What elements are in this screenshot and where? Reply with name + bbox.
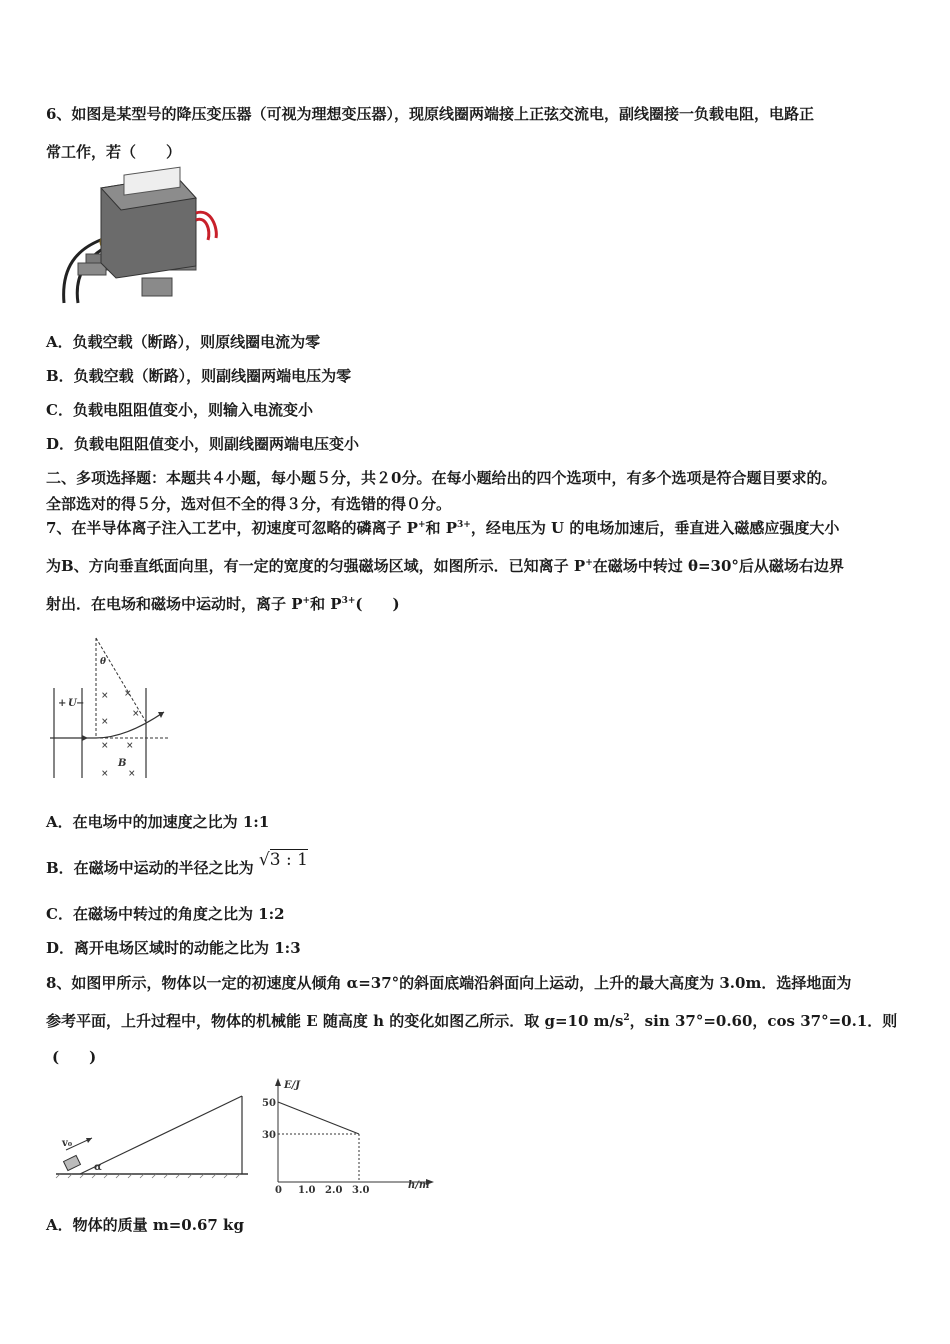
section2-line1: 二、多项选择题：本题共４小题，每小题５分，共２0分。在每小题给出的四个选项中，有多个选项是符合题目要求的。	[46, 469, 837, 487]
y-axis-label: E/J	[284, 1080, 301, 1091]
q7-option-d: D．离开电场区域时的动能之比为 1:3	[46, 939, 301, 957]
y-tick-label: 30	[262, 1130, 276, 1141]
q7-option-c: C．在磁场中转过的角度之比为 1:2	[46, 905, 285, 923]
q6-option-c: C．负载电阻阻值变小，则输入电流变小	[46, 401, 313, 419]
svg-text:×: ×	[126, 741, 134, 751]
x-tick-label: 2.0	[325, 1185, 343, 1196]
x-tick-label: 3.0	[352, 1185, 370, 1196]
u-label: U	[68, 698, 77, 709]
incline-diagram	[52, 1090, 252, 1180]
svg-text:×: ×	[124, 689, 132, 699]
x-axis-label: h/m	[408, 1180, 430, 1191]
svg-text:×: ×	[132, 709, 140, 719]
transformer-image	[46, 168, 226, 308]
y-tick-label: 50	[262, 1098, 276, 1109]
q8-option-a: A．物体的质量 m=0.67 kg	[46, 1216, 244, 1234]
q7-line2: 为B、方向垂直纸面向里，有一定的宽度的匀强磁场区域，如图所示．已知离子 P+在磁场中转过 θ=30°后从磁场右边界	[46, 557, 844, 575]
q6-line1: 6、如图是某型号的降压变压器（可视为理想变压器），现原线圈两端接上正弦交流电，副线圈接一负载电阻，电路正	[46, 105, 814, 123]
q8-line1: 8、如图甲所示，物体以一定的初速度从倾角 α=37°的斜面底端沿斜面向上运动，上升的最大高度为 3.0m．选择地面为	[46, 974, 852, 992]
theta-label: θ	[100, 657, 107, 667]
svg-text:×: ×	[101, 741, 109, 751]
x-tick-label: 1.0	[298, 1185, 316, 1196]
energy-height-chart	[262, 1078, 442, 1196]
section2-line2: 全部选对的得５分，选对但不全的得３分，有选错的得０分。	[46, 495, 452, 513]
minus-label: −	[76, 698, 85, 709]
x-tick-label: 0	[275, 1185, 282, 1196]
v0-label: v₀	[62, 1138, 73, 1149]
q7-field-diagram	[46, 630, 176, 785]
svg-text:×: ×	[101, 691, 109, 701]
q7-line1: 7、在半导体离子注入工艺中，初速度可忽略的磷离子 P+和 $P^{3+}$，经电压为 U 的电场加速后，垂直进入磁感应强度大小	[46, 519, 840, 537]
q6-option-b: B．负载空载（断路），则副线圈两端电压为零	[46, 367, 352, 385]
q8-line3: ( )	[52, 1048, 97, 1066]
q6-line2: 常工作，若（ ）	[46, 143, 182, 161]
q7-option-b: B．在磁场中运动的半径之比为 √3 : 1	[46, 850, 308, 877]
q6-option-d: D．负载电阻阻值变小，则副线圈两端电压变小	[46, 435, 360, 453]
svg-text:×: ×	[101, 717, 109, 727]
q8-line2: 参考平面，上升过程中，物体的机械能 E 随高度 h 的变化如图乙所示．取 g=10 $m/s^2$，sin 37°=0.60，cos 37°=0.1．则	[46, 1012, 898, 1030]
q6-option-a: A．负载空载（断路），则原线圈电流为零	[46, 333, 321, 351]
svg-text:×: ×	[128, 769, 136, 779]
svg-text:×: ×	[101, 769, 109, 779]
q7-option-a: A．在电场中的加速度之比为 1:1	[46, 813, 270, 831]
q7-line3: 射出．在电场和磁场中运动时，离子 P+和 $P^{3+}$( )	[46, 595, 400, 613]
energy-line	[278, 1102, 359, 1134]
sqrt-expression: √3 : 1	[258, 850, 308, 870]
b-label: B	[118, 758, 127, 769]
alpha-label: α	[94, 1162, 102, 1173]
plus-label: +	[58, 698, 67, 709]
